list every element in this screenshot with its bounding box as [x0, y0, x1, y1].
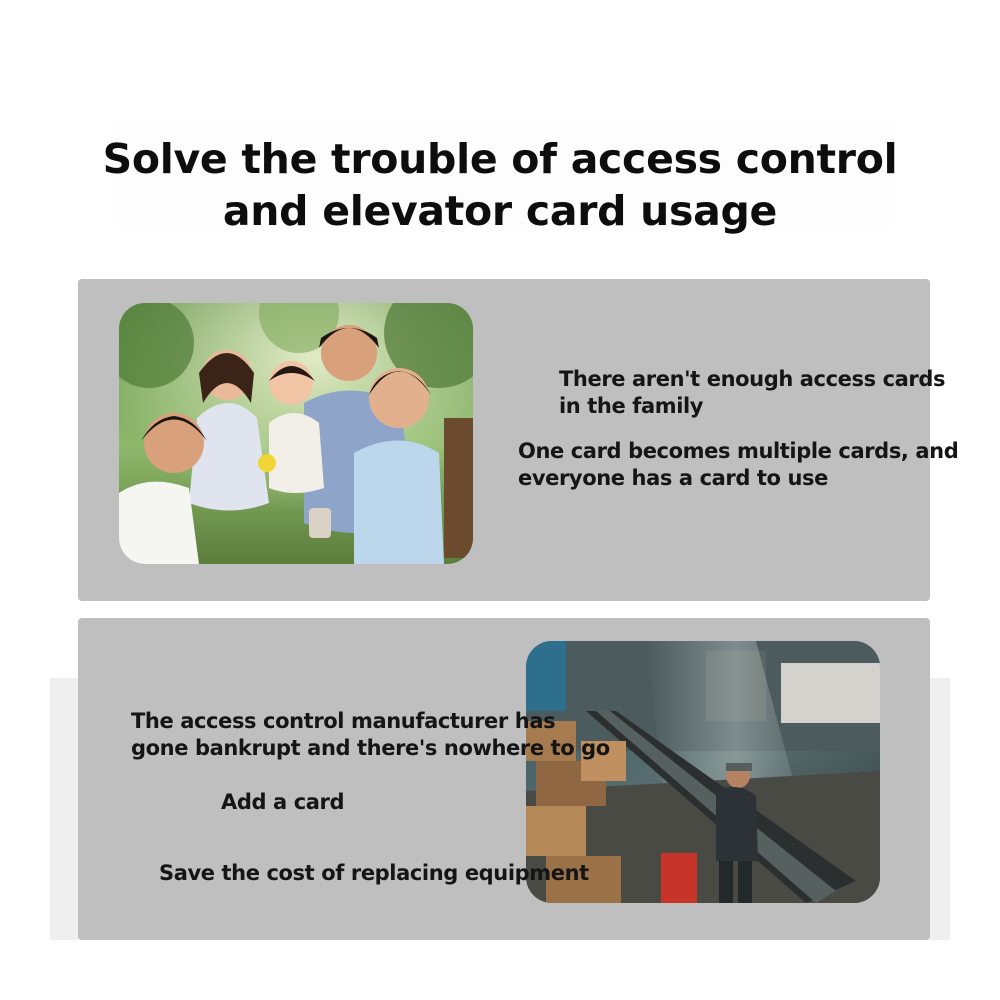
family-problem-line-2: in the family: [559, 394, 704, 418]
page-title: [0, 133, 1000, 237]
title-line-2: and elevator card usage: [222, 187, 778, 235]
title-line-1: Solve the trouble of access control: [102, 135, 898, 183]
factory-problem-line-2: gone bankrupt and there's nowhere to go: [131, 736, 610, 760]
family-solution-text: [518, 438, 958, 492]
family-solution-line-1: One card becomes multiple cards, and: [518, 439, 959, 463]
factory-benefit-text: Save the cost of replacing equipment: [159, 861, 589, 885]
factory-problem-text: [131, 708, 610, 762]
family-solution-line-2: everyone has a card to use: [518, 466, 828, 490]
family-photo: [119, 303, 473, 564]
family-problem-line-1: There aren't enough access cards: [559, 367, 946, 391]
family-problem-text: [559, 366, 945, 420]
factory-problem-line-1: The access control manufacturer has: [131, 709, 556, 733]
factory-solution-text: Add a card: [221, 790, 345, 814]
